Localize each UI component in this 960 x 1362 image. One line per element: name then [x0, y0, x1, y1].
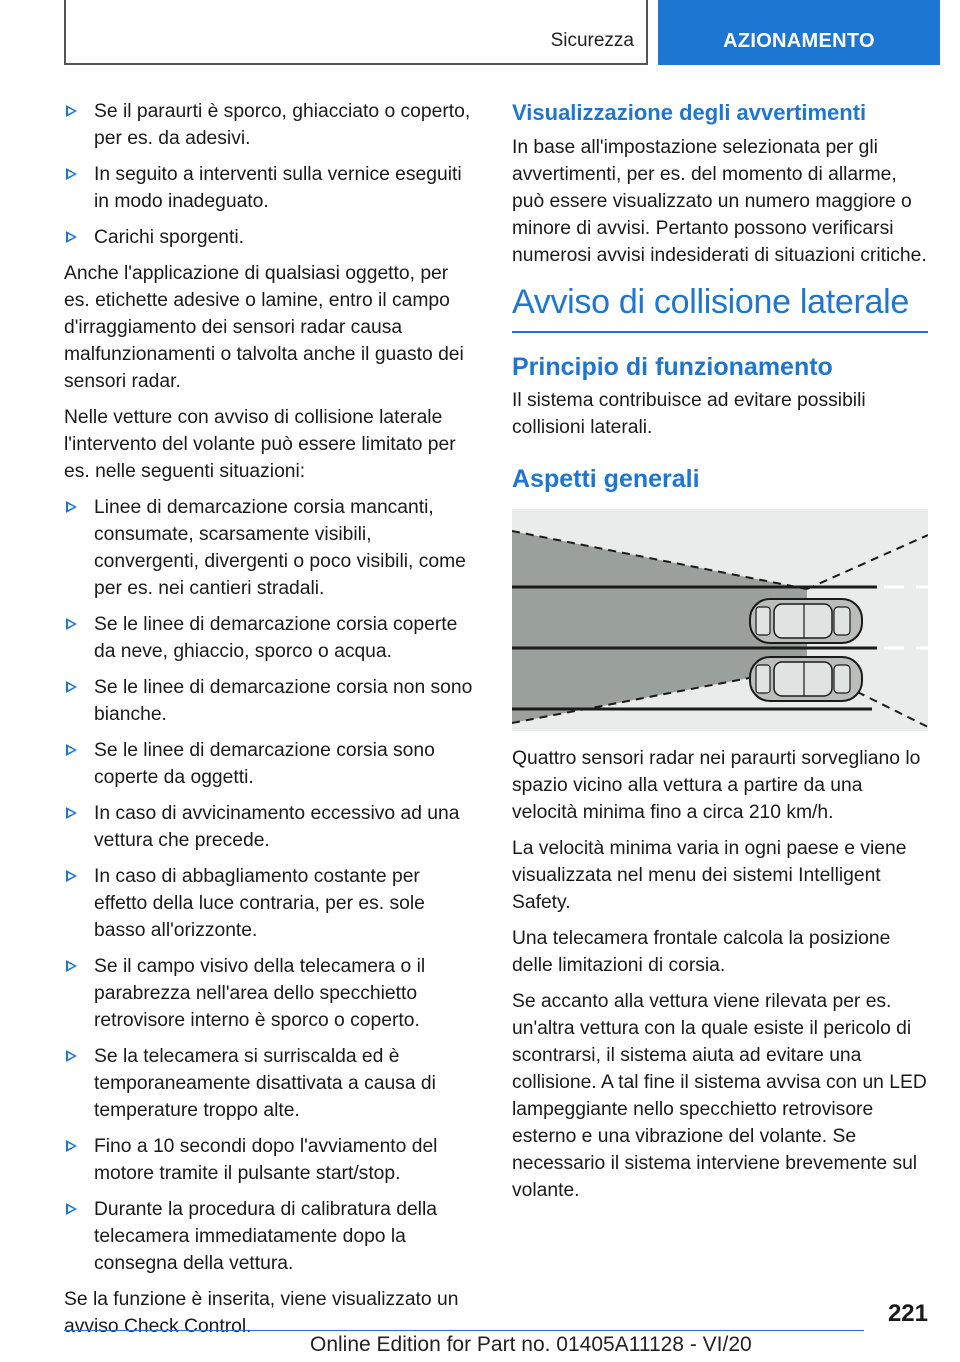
paragraph: Una telecamera frontale calcola la posizione delle limitazioni di corsia.: [512, 928, 891, 976]
car-icon: [750, 657, 862, 701]
paragraph: Quattro sensori radar nei paraurti sorvegliano lo spazio vicino alla vettura a partire da una velocità minima fino a circa 210 km/h.: [512, 748, 921, 823]
right-column: [512, 98, 928, 1213]
page-number: 221: [887, 1300, 928, 1327]
left-column: [64, 98, 476, 1349]
paragraph: Nelle vetture con avviso di collisione laterale l'intervento del volante può essere limitato per es. nelle seguenti situazioni:: [64, 407, 456, 482]
list-item: [64, 953, 476, 1034]
list-item-text: Se le linee di demarcazione corsia coperte da neve, ghiaccio, sporco o acqua.: [94, 614, 458, 662]
heading-warnings: Visualizzazione degli avvertimenti: [512, 100, 867, 125]
list-item: [64, 611, 476, 665]
side-collision-illustration: [512, 509, 928, 731]
list-item: [64, 224, 476, 251]
list-item-text: Se le linee di demarcazione corsia non sono bianche.: [94, 677, 473, 725]
paragraph: In base all'impostazione selezionata per gli avvertimenti, per es. del momento di allarme, può essere visualizzato un numero maggiore o minore di avvisi. Pertanto possono verificarsi numerosi avvisi indesiderati di situazioni critiche.: [512, 137, 927, 266]
list-item: [64, 494, 476, 602]
heading-side-collision-warning: Avviso di collisione laterale: [512, 281, 928, 333]
triangle-bullet-icon: [66, 681, 77, 693]
list-item-text: Se il paraurti è sporco, ghiacciato o coperto, per es. da adesivi.: [94, 101, 471, 149]
list-item: [64, 863, 476, 944]
list-item-text: Se le linee di demarcazione corsia sono coperte da oggetti.: [94, 740, 435, 788]
triangle-bullet-icon: [66, 1050, 77, 1062]
triangle-bullet-icon: [66, 168, 77, 180]
header-section-tab: [64, 0, 648, 65]
triangle-bullet-icon: [66, 744, 77, 756]
list-item-text: Linee di demarcazione corsia mancanti, consumate, scarsamente visibili, convergenti, divergenti o poco visibili, come per es. nei cantieri stradali.: [94, 497, 466, 599]
paragraph: Se accanto alla vettura viene rilevata per es. un'altra vettura con la quale esiste il pericolo di scontrarsi, il sistema aiuta ad evitare una collisione. A tal fine il sistema avvisa con un LED lampeggiante nello specchietto retrovisore esterno e una vibrazione del volante. Se necessario il sistema interviene brevemente sul volante.: [512, 991, 927, 1201]
list-item-text: Se la telecamera si surriscalda ed è temporaneamente disattivata a causa di temperature troppo alte.: [94, 1046, 436, 1121]
list-item-text: In caso di abbagliamento costante per effetto della luce contraria, per es. sole basso all'orizzonte.: [94, 866, 425, 941]
bullet-list-top: [64, 98, 476, 251]
header-section-label: Sicurezza: [550, 30, 634, 51]
list-item: [64, 161, 476, 215]
list-item: [64, 800, 476, 854]
car-icon: [750, 599, 862, 643]
heading-general: Aspetti generali: [512, 465, 700, 493]
list-item-text: Se il campo visivo della telecamera o il parabrezza nell'area dello specchietto retrovisore interno è sporco o coperto.: [94, 956, 426, 1031]
footer-edition: Online Edition for Part no. 01405A11128 - VI/20: [310, 1333, 752, 1356]
list-item-text: Durante la procedura di calibratura della telecamera immediatamente dopo la consegna della vettura.: [94, 1199, 437, 1274]
list-item: [64, 1043, 476, 1124]
list-item-text: Fino a 10 secondi dopo l'avviamento del motore tramite il pulsante start/stop.: [94, 1136, 438, 1184]
triangle-bullet-icon: [66, 501, 77, 513]
heading-operating-principle: Principio di funzionamento: [512, 353, 833, 381]
paragraph: Anche l'applicazione di qualsiasi oggetto, per es. etichette adesive o lamine, entro il campo d'irraggiamento dei sensori radar causa malfunzionamenti o talvolta anche il guasto dei sensori radar.: [64, 263, 464, 392]
list-item-text: In seguito a interventi sulla vernice eseguiti in modo inadeguato.: [94, 164, 462, 212]
list-item-text: In caso di avvicinamento eccessivo ad una vettura che precede.: [94, 803, 460, 851]
bullet-list-situations: [64, 494, 476, 1277]
triangle-bullet-icon: [66, 870, 77, 882]
triangle-bullet-icon: [66, 1140, 77, 1152]
triangle-bullet-icon: [66, 960, 77, 972]
header-chapter-label: AZIONAMENTO: [723, 30, 875, 52]
footer-divider: [64, 1330, 864, 1331]
triangle-bullet-icon: [66, 1203, 77, 1215]
list-item: [64, 1133, 476, 1187]
triangle-bullet-icon: [66, 105, 77, 117]
paragraph: La velocità minima varia in ogni paese e viene visualizzata nel menu dei sistemi Intelligent Safety.: [512, 838, 907, 913]
list-item: [64, 737, 476, 791]
list-item: [64, 98, 476, 152]
header-chapter-tab: [658, 0, 940, 65]
list-item-text: Carichi sporgenti.: [94, 227, 245, 248]
list-item: [64, 1196, 476, 1277]
triangle-bullet-icon: [66, 231, 77, 243]
paragraph: Il sistema contribuisce ad evitare possibili collisioni laterali.: [512, 390, 866, 438]
triangle-bullet-icon: [66, 807, 77, 819]
triangle-bullet-icon: [66, 618, 77, 630]
paragraph: Se la funzione è inserita, viene visualizzato un avviso Check Control.: [64, 1289, 459, 1337]
list-item: [64, 674, 476, 728]
